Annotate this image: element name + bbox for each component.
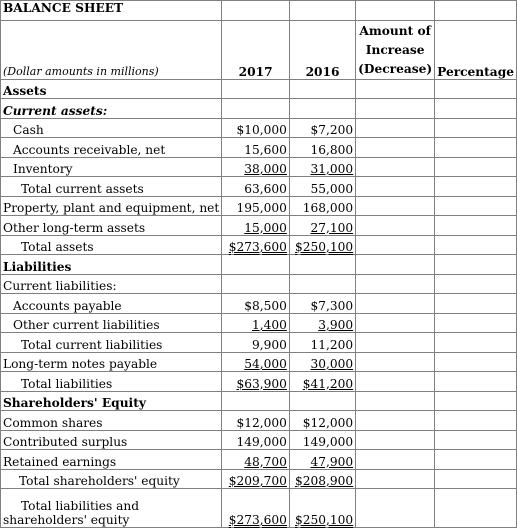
table-row [1,469,517,489]
units-note: (Dollar amounts in millions) [1,20,222,79]
value-2016: 168,000 [289,196,355,216]
row-label: Accounts payable [1,294,222,314]
column-header-percentage: Percentage [435,20,517,79]
value-2016: $250,100 [295,240,354,254]
row-label: Retained earnings [1,450,222,470]
table-row [1,274,517,294]
row-label: Total current assets [1,177,222,197]
table-row [1,235,517,255]
value-2017: $12,000 [222,411,290,431]
column-header-2017: 2017 [222,20,290,79]
table-row [1,138,517,158]
value-2016: 149,000 [289,430,355,450]
value-2017: 149,000 [222,430,290,450]
value-2017: $273,600 [228,240,287,254]
value-2017: 195,000 [222,196,290,216]
section-heading: Assets [1,79,222,99]
row-label: Inventory [1,157,222,177]
value-2016: 47,900 [310,454,354,469]
row-label: Total assets [1,235,222,255]
header-row [1,20,517,79]
row-label: Contributed surplus [1,430,222,450]
subsection-heading: Current liabilities: [1,274,222,294]
table-row [1,372,517,392]
value-2017: 1,400 [252,318,287,332]
table-row [1,216,517,236]
row-label: Cash [1,118,222,138]
table-row [1,352,517,372]
table-row [1,333,517,353]
value-2016: $12,000 [289,411,355,431]
table-row [1,177,517,197]
row-label: Total shareholders' equity [1,469,222,489]
value-2016: 16,800 [289,138,355,158]
row-label: Other current liabilities [1,313,222,333]
value-2017: 15,000 [244,220,287,235]
value-2016: $208,900 [295,474,354,488]
value-2017: $8,500 [222,294,290,314]
subsection-heading: Current assets: [1,99,222,119]
row-label: Total liabilities and shareholders' equity [1,489,222,528]
value-2016: $250,100 [295,513,354,527]
row-label: Accounts receivable, net [1,138,222,158]
table-row [1,255,517,275]
section-heading: Shareholders' Equity [1,391,222,411]
sheet-title: BALANCE SHEET [1,1,222,21]
table-row [1,196,517,216]
value-2017: 38,000 [244,162,287,176]
row-label: Long-term notes payable [1,352,222,372]
table-row [1,391,517,411]
table-row [1,313,517,333]
column-header-2016: 2016 [289,20,355,79]
table-row [1,118,517,138]
row-label: Property, plant and equipment, net [1,196,222,216]
value-2016: 30,000 [310,357,354,371]
table-row [1,489,517,528]
row-label: Total liabilities [1,372,222,392]
value-2017: $63,900 [236,376,287,391]
row-label: Total current liabilities [1,333,222,353]
value-2016: 55,000 [289,177,355,197]
table-row [1,294,517,314]
value-2017: 48,700 [244,454,287,469]
value-2016: $7,200 [289,118,355,138]
section-heading: Liabilities [1,255,222,275]
value-2017: $10,000 [222,118,290,138]
value-2017: 63,600 [222,177,290,197]
value-2017: $209,700 [228,474,287,488]
table-row [1,450,517,470]
table-row [1,79,517,99]
value-2016: $41,200 [302,376,354,391]
row-label: Common shares [1,411,222,431]
table-row [1,411,517,431]
value-2017: 15,600 [222,138,290,158]
value-2017: 9,900 [222,333,290,353]
table-row [1,157,517,177]
value-2016: 3,900 [318,318,354,332]
value-2016: 31,000 [310,162,354,176]
value-2017: $273,600 [228,513,287,527]
value-2016: $7,300 [289,294,355,314]
column-header-change: Amount of Increase (Decrease) [356,20,435,79]
title-row [1,1,517,21]
value-2017: 54,000 [244,357,287,371]
row-label: Other long-term assets [1,216,222,236]
table-row [1,430,517,450]
value-2016: 27,100 [310,220,354,235]
table-row [1,99,517,119]
value-2016: 11,200 [289,333,355,353]
